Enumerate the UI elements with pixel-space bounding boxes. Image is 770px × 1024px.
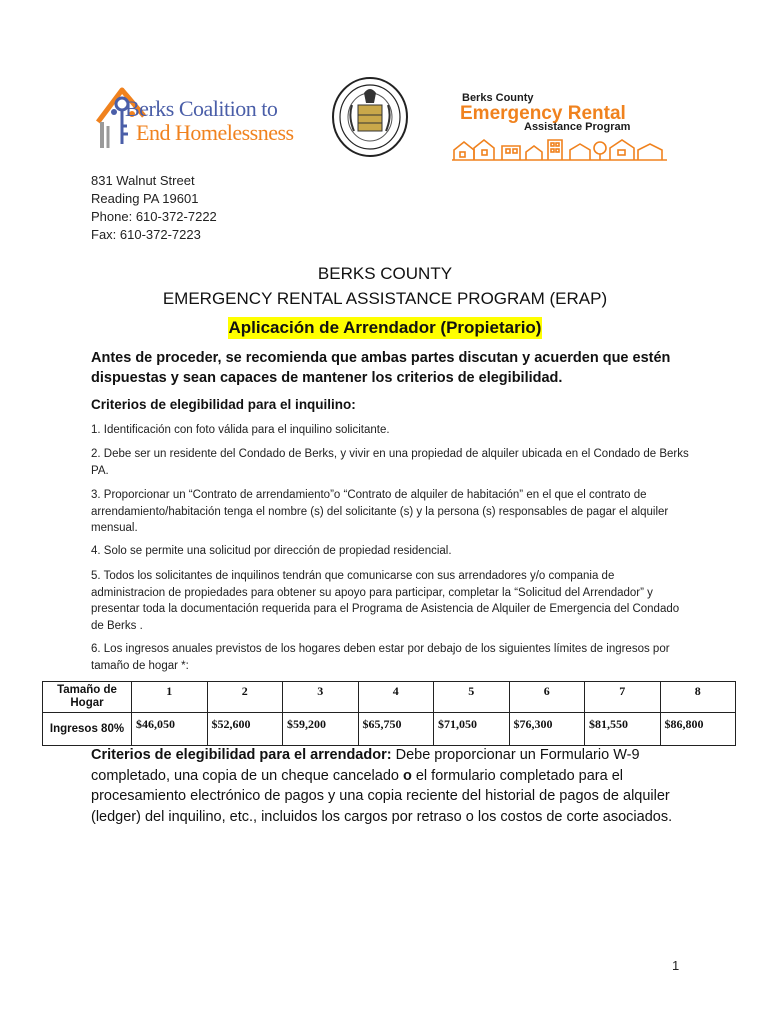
table-cell: 4: [358, 682, 434, 713]
criteria-item: 1. Identificación con foto válida para el inquilino solicitante.: [91, 424, 390, 436]
income-limits-table: [42, 681, 736, 746]
address-phone: Phone: 610-372-7222: [91, 209, 217, 224]
address-fax: Fax: 610-372-7223: [91, 227, 201, 242]
table-cell: $86,800: [660, 713, 736, 746]
table-cell: 8: [660, 682, 736, 713]
criteria-item: 6. Los ingresos anuales previstos de los hogares deben estar por debajo de los siguientes límites de ingresos por tamaño de hogar *:: [91, 643, 670, 672]
table-cell: $76,300: [509, 713, 585, 746]
table-cell: 7: [585, 682, 661, 713]
logo-right-line1: Berks County: [462, 92, 534, 104]
houses-skyline-icon: [452, 134, 667, 162]
logo-left-line2: End Homelessness: [136, 120, 294, 145]
berks-coalition-logo: [92, 82, 294, 157]
landlord-text-part2: el formulario completado para el procesamiento electrónico de pagos y una copia reciente del historial de pagos de alquiler (ledger) del inquilino, etc., incluidos los cargos por retraso o los costos de corte asociados.: [91, 767, 673, 825]
landlord-text-or: o: [402, 767, 412, 784]
table-cell: $81,550: [585, 713, 661, 746]
intro-paragraph: Antes de proceder, se recomienda que ambas partes discutan y acuerden que estén dispuestas y sean capaces de mantener los criterios de elegibilidad.: [91, 350, 671, 386]
form-subtitle: Aplicación de Arrendador (Propietario): [228, 318, 542, 337]
address-street: 831 Walnut Street: [91, 173, 195, 188]
subtitle-wrapper: [0, 317, 770, 339]
county-seal: [330, 75, 410, 159]
table-row: [43, 713, 736, 746]
table-cell: 3: [283, 682, 359, 713]
landlord-criteria-paragraph: [91, 745, 681, 827]
landlord-criteria-heading: Criterios de elegibilidad para el arrendador:: [91, 747, 392, 763]
tenant-criteria-heading: Criterios de elegibilidad para el inquilino:: [91, 397, 356, 412]
heading-county: BERKS COUNTY: [317, 264, 453, 283]
criteria-item: 2. Debe ser un residente del Condado de Berks, y vivir en una propiedad de alquiler ubicada en el Condado de Berks PA.: [91, 448, 689, 477]
table-cell: $46,050: [132, 713, 208, 746]
income-80-label: Ingresos 80%: [43, 713, 132, 746]
logo-right-line2: Emergency Rental: [460, 103, 626, 124]
address-block: [91, 172, 217, 244]
table-cell: $59,200: [283, 713, 359, 746]
logo-right-line3: Assistance Program: [524, 121, 631, 133]
table-row: [43, 682, 736, 713]
table-cell: 5: [434, 682, 510, 713]
landlord-text-part1: Debe proporcionar un Formulario W-9 completado, una copia de un cheque cancelado: [91, 747, 640, 784]
criteria-item: 5. Todos los solicitantes de inquilinos tendrán que comunicarse con sus arrendadores y/o compania de administracion de propiedades para obtener su apoyo para participar, completar la “Solicitud del Arrendador” y presentar toda la documentación requerida para el Programa de Asistencia de Alquiler de Emergencia del Condado de Berks .: [91, 570, 680, 632]
table-cell: 2: [207, 682, 283, 713]
table-cell: 6: [509, 682, 585, 713]
page-number: 1: [672, 958, 680, 973]
logo-left-line1: Berks Coalition to: [125, 96, 278, 121]
erap-logo: [452, 90, 667, 165]
seal-icon: [330, 75, 410, 159]
heading-program: EMERGENCY RENTAL ASSISTANCE PROGRAM (ERAP): [162, 289, 608, 308]
table-cell: $52,600: [207, 713, 283, 746]
household-size-label: Tamaño de Hogar: [43, 682, 132, 713]
table-cell: $71,050: [434, 713, 510, 746]
table-cell: 1: [132, 682, 208, 713]
address-city: Reading PA 19601: [91, 191, 199, 206]
criteria-item: 4. Solo se permite una solicitud por dirección de propiedad residencial.: [91, 545, 452, 557]
criteria-item: 3. Proporcionar un “Contrato de arrendamiento”o “Contrato de alquiler de habitación” en el que el contrato de arrendamiento/habitación tenga el nombre (s) del solicitante (s) y la persona (s) responsables de pagar el alquiler mensual.: [91, 489, 669, 534]
table-cell: $65,750: [358, 713, 434, 746]
